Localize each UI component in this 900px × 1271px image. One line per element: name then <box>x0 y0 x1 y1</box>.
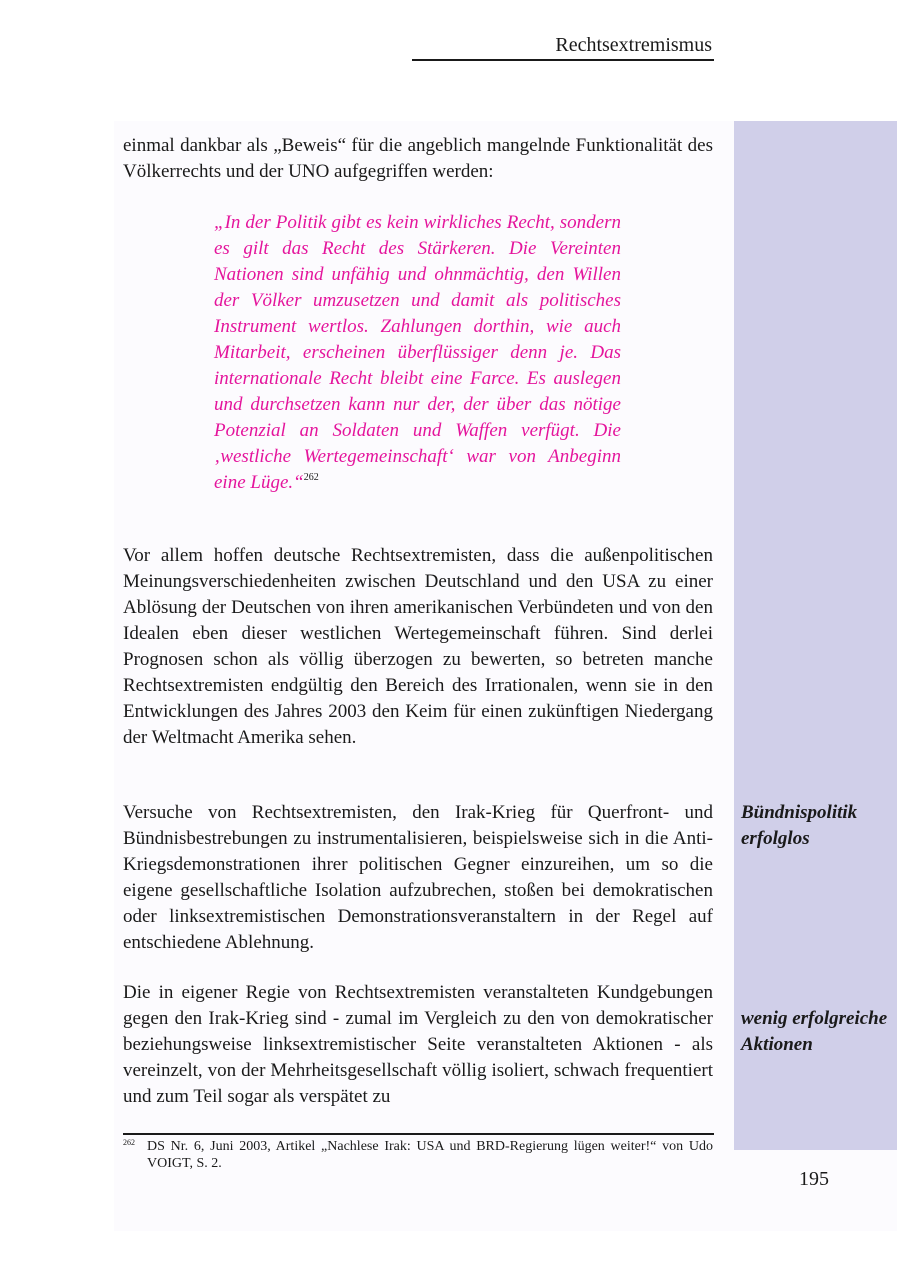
paragraph-rallies: Die in eigener Regie von Rechtsextremisten veranstalteten Kundgebungen gegen den Irak-Krieg sind - zumal im Vergleich zu den von demokratischer beziehungsweise linksextremistischer Seite veranstalteten Aktionen - als vereinzelt, von der Mehrheitsgesellschaft völlig isoliert, schwach frequentiert und zum Teil sogar als verspätet zu <box>123 982 713 1107</box>
quote-footnote-ref: 262 <box>303 472 319 483</box>
page-number: 195 <box>799 1168 829 1190</box>
footnote-number: 262 <box>123 1138 135 1147</box>
margin-note-actions: wenig erfolgreiche Aktionen <box>741 1008 888 1055</box>
paragraph-alliances: Versuche von Rechtsextremisten, den Irak-Krieg für Querfront- und Bündnisbestrebungen zu instrumentalisieren, beispielsweise sich in die Anti-Kriegsdemonstrationen ihrer politischen Gegner einzureihen, um so die eigene gesellschaftliche Isolation aufzubrechen, stoßen bei demokratischen oder linksextremistischen Demonstrationsveranstaltern in der Regel auf entschiedene Ablehnung. <box>123 802 713 953</box>
paragraph-intro: einmal dankbar als „Beweis“ für die angeblich mangelnde Funktionalität des Völkerrechts und der UNO aufgegriffen werden: <box>123 135 713 182</box>
paragraph-hopes: Vor allem hoffen deutsche Rechtsextremisten, dass die außenpolitischen Meinungsverschiedenheiten zwischen Deutschland und den USA zu einer Ablösung der Deutschen von ihren amerikanischen Verbündeten und von den Idealen eben dieser westlichen Wertegemeinschaft führen. Sind derlei Prognosen schon als völlig überzogen zu bewerten, so betreten manche Rechtsextremisten endgültig den Bereich des Irrationalen, wenn sie in den Entwicklungen des Jahres 2003 den Keim für einen zukünftigen Niedergang der Weltmacht Amerika sehen. <box>123 545 713 748</box>
running-header-title: Rechtsextremismus <box>555 34 712 56</box>
header-rule <box>412 59 714 61</box>
footnote <box>123 1138 713 1172</box>
footnote-text: DS Nr. 6, Juni 2003, Artikel „Nachlese Irak: USA und BRD-Regierung lügen weiter!“ von Udo VOIGT, S. 2. <box>147 1139 713 1171</box>
footnote-rule <box>123 1133 714 1135</box>
margin-sidebar <box>734 121 897 1150</box>
margin-note-alliance-policy: Bündnispolitik erfolglos <box>741 802 858 849</box>
block-quote <box>214 210 621 496</box>
quote-text: „In der Politik gibt es kein wirkliches Recht, sondern es gilt das Recht des Stärkeren. Die Vereinten Nationen sind unfähig und ohnmächtig, den Willen der Völker umzusetzen und damit als politisches Instrument wertlos. Zahlungen dorthin, wie auch Mitarbeit, erscheinen überflüssiger denn je. Das internationale Recht bleibt eine Farce. Es auslegen und durchsetzen kann nur der, der über das nötige Potenzial an Soldaten und Waffen verfügt. Die ‚westliche Wertegemeinschaft‘ war von Anbeginn eine Lüge.“ <box>214 212 621 493</box>
